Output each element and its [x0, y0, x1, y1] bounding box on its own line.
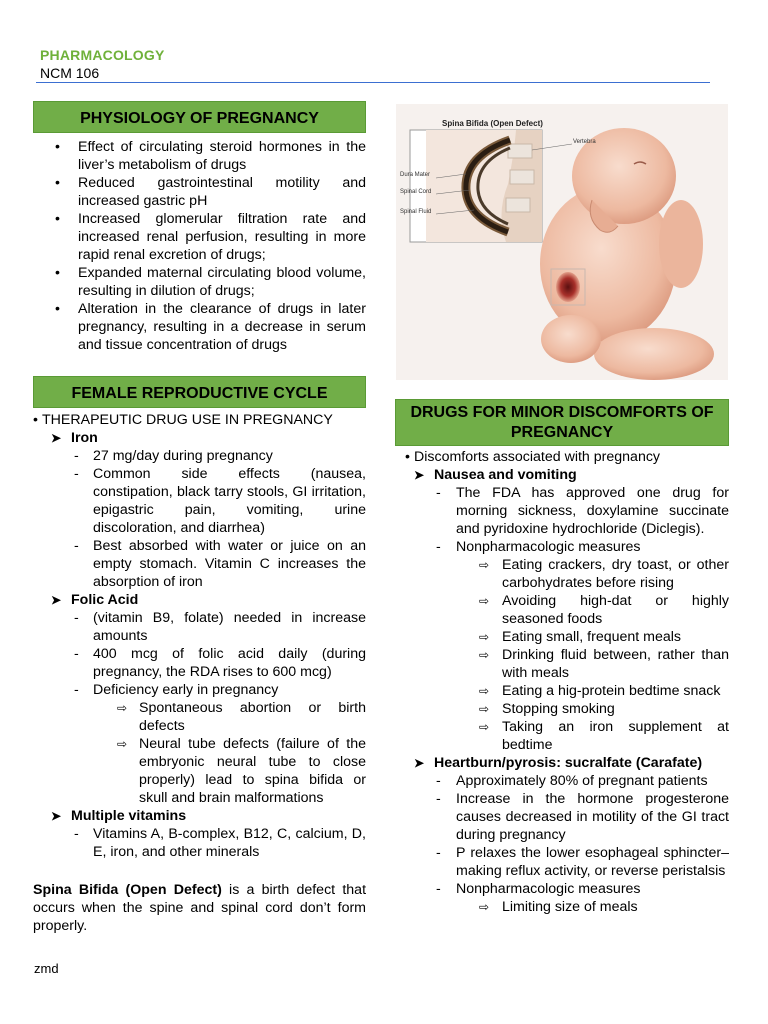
arrowhead-bullet-icon: ➤: [414, 756, 425, 770]
list-item: ⇨ Eating a hig-protein bedtime snack: [479, 683, 721, 699]
list-item: - Approximately 80% of pregnant patients: [436, 773, 708, 789]
spina-bifida-figure-svg: [396, 104, 728, 380]
hollow-arrow-icon: ⇨: [117, 701, 128, 715]
list-item: ⇨ Limiting size of meals: [479, 899, 638, 915]
list-item: • THERAPEUTIC DRUG USE IN PREGNANCY: [33, 411, 366, 429]
section-minor-discomforts-title: DRUGS FOR MINOR DISCOMFORTS OF PREGNANCY: [395, 399, 729, 446]
hollow-arrow-icon: ⇨: [117, 737, 128, 751]
list-item: - Vitamins A, B-complex, B12, C, calcium, D, E, iron, and other minerals: [74, 826, 366, 860]
hollow-arrow-icon: ⇨: [479, 594, 490, 608]
label-spinal-fluid: Spinal Fluid: [400, 209, 432, 215]
hollow-arrow-icon: ⇨: [479, 630, 490, 644]
list-item: - 400 mcg of folic acid daily (during pregnancy, the RDA rises to 600 mcg): [74, 646, 366, 680]
iron-heading: ➤ Iron: [51, 430, 98, 446]
list-item: ⇨ Eating small, frequent meals: [479, 629, 682, 645]
folic-acid-heading: ➤ Folic Acid: [51, 592, 139, 608]
arrowhead-bullet-icon: ➤: [51, 431, 62, 445]
list-item: • Increased glomerular filtration rate and increased renal perfusion, resulting in more rapid renal excretion of drugs;: [33, 210, 366, 264]
list-item: ⇨ Stopping smoking: [479, 701, 615, 717]
label-dura-mater: Dura Mater: [400, 172, 431, 178]
list-item: - Common side effects (nausea, constipation, black tarry stools, GI irritation, epigastric pain, vomiting, urine discoloration, and diarrhea): [74, 466, 366, 536]
list-item: • Alteration in the clearance of drugs in later pregnancy, resulting in a decrease in serum and tissue concentration of drugs: [33, 300, 366, 354]
spina-bifida-definition: Spina Bifida (Open Defect) is a birth defect that occurs when the spine and spinal cord don’t form properly.: [33, 882, 367, 934]
list-item: - Deficiency early in pregnancy: [74, 682, 279, 698]
course-code: NCM 106: [40, 65, 100, 81]
list-item: ⇨ Neural tube defects (failure of the embryonic neural tube to close properly) lead to spina bifida or skull and brain malformations: [117, 736, 366, 806]
hollow-arrow-icon: ⇨: [479, 900, 490, 914]
list-item: - (vitamin B9, folate) needed in increase amounts: [74, 610, 366, 644]
hollow-arrow-icon: ⇨: [479, 648, 490, 662]
hollow-arrow-icon: ⇨: [479, 720, 490, 734]
list-item: ⇨ Drinking fluid between, rather than with meals: [479, 647, 729, 681]
list-item: - Nonpharmacologic measures: [436, 881, 641, 897]
label-vertebra: Vertebra: [573, 139, 596, 145]
header-rule: [36, 82, 710, 83]
list-item: • Expanded maternal circulating blood volume, resulting in dilution of drugs;: [33, 264, 366, 300]
multiple-vitamins-heading: ➤ Multiple vitamins: [51, 808, 187, 824]
section-reproductive-title: FEMALE REPRODUCTIVE CYCLE: [33, 376, 366, 408]
footer-initials: zmd: [34, 961, 59, 976]
hollow-arrow-icon: ⇨: [479, 558, 490, 572]
arrowhead-bullet-icon: ➤: [51, 593, 62, 607]
list-item: - Best absorbed with water or juice on an empty stomach. Vitamin C increases the absorption of iron: [74, 538, 366, 590]
section-minor-discomforts-body: [405, 448, 729, 916]
nausea-heading: ➤ Nausea and vomiting: [414, 467, 577, 483]
list-item: ⇨ Avoiding high-dat or highly seasoned foods: [479, 593, 729, 627]
list-item: • Effect of circulating steroid hormones in the liver’s metabolism of drugs: [33, 138, 366, 174]
arrowhead-bullet-icon: ➤: [414, 468, 425, 482]
hollow-arrow-icon: ⇨: [479, 702, 490, 716]
list-item: • Discomforts associated with pregnancy: [405, 448, 729, 466]
section-physiology-title: PHYSIOLOGY OF PREGNANCY: [33, 101, 366, 133]
list-item: - 27 mg/day during pregnancy: [74, 448, 273, 464]
list-item: - P relaxes the lower esophageal sphincter–making reflux activity, or reverse peristalsis: [436, 845, 729, 879]
arrowhead-bullet-icon: ➤: [51, 809, 62, 823]
list-item: - Nonpharmacologic measures: [436, 539, 641, 555]
section-reproductive-body: [33, 411, 366, 935]
list-item: - Increase in the hormone progesterone causes decreased in motility of the GI tract during pregnancy: [436, 791, 729, 843]
list-item: ⇨ Taking an iron supplement at bedtime: [479, 719, 729, 753]
label-spinal-cord: Spinal Cord: [400, 189, 432, 195]
figure-title: Spina Bifida (Open Defect): [442, 119, 543, 128]
section-physiology-list: [33, 138, 366, 354]
list-item: ⇨ Eating crackers, dry toast, or other carbohydrates before rising: [479, 557, 729, 591]
hollow-arrow-icon: ⇨: [479, 684, 490, 698]
heartburn-heading: ➤ Heartburn/pyrosis: sucralfate (Carafate): [414, 755, 703, 771]
list-item: ⇨ Spontaneous abortion or birth defects: [117, 700, 366, 734]
spina-bifida-illustration: [396, 104, 728, 380]
list-item: - The FDA has approved one drug for morning sickness, doxylamine succinate and pyridoxine hydrochloride (Diclegis).: [436, 485, 729, 537]
course-title: PHARMACOLOGY: [40, 47, 165, 63]
list-item: • Reduced gastrointestinal motility and increased gastric pH: [33, 174, 366, 210]
